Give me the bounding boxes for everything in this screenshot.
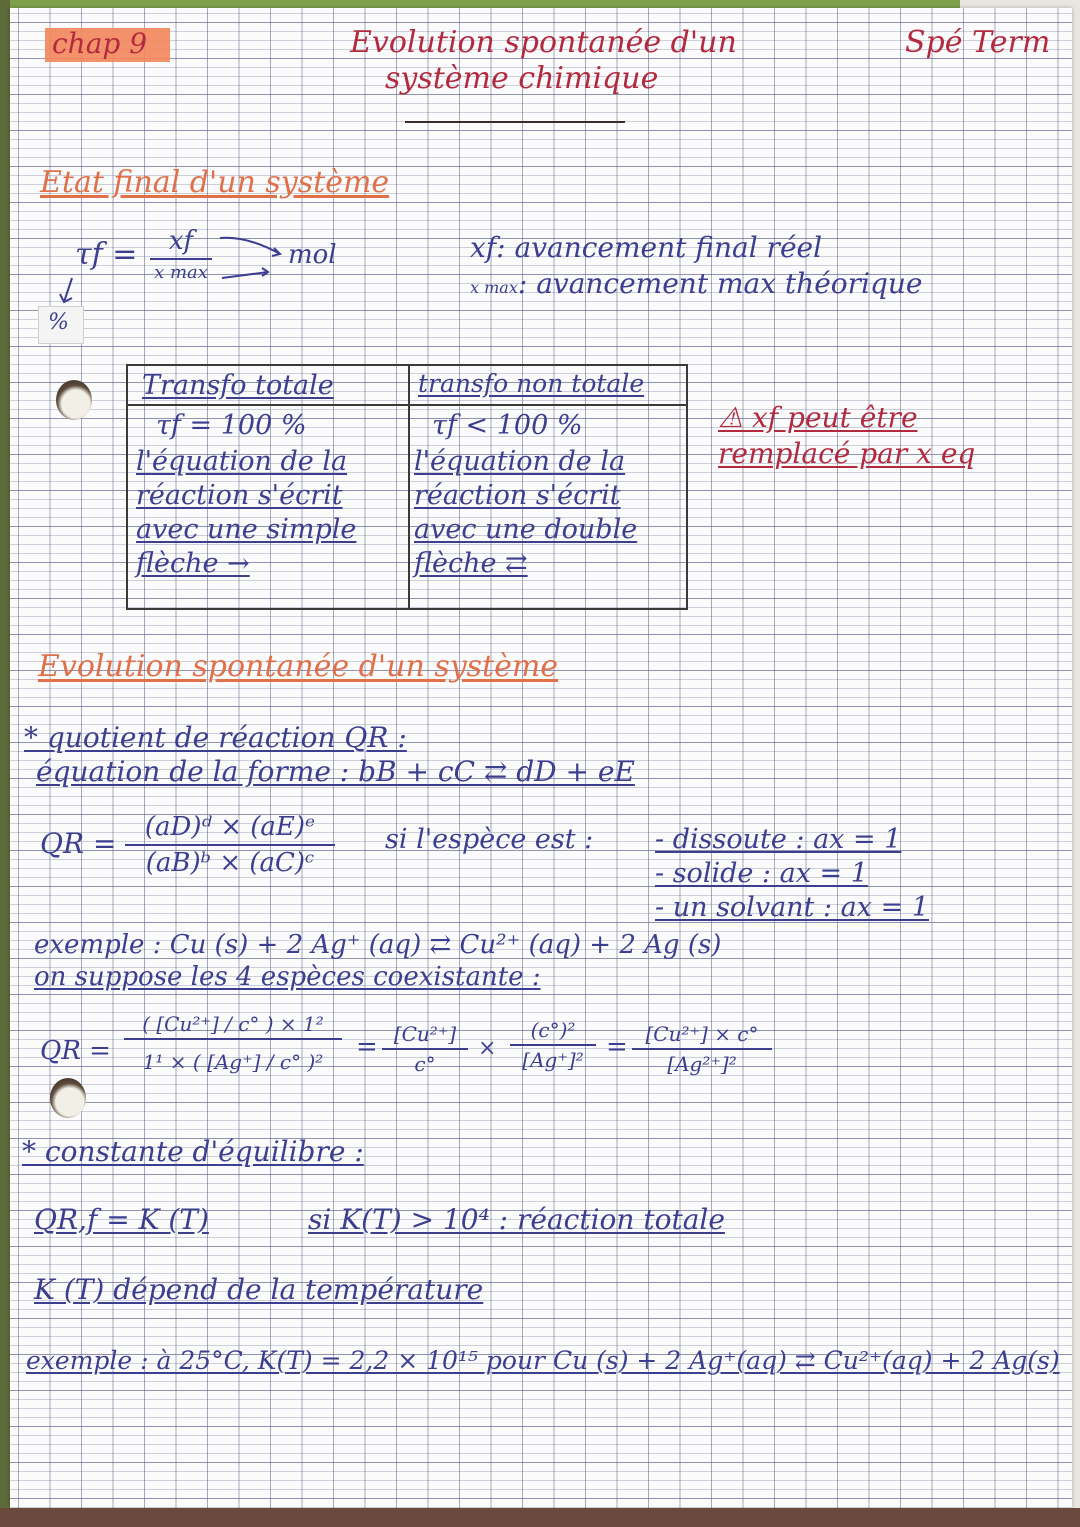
definition-sep: : [496, 231, 515, 264]
page-title-line2: système chimique [385, 61, 659, 96]
fraction1-numerator: ( [Cu²⁺] / c° ) × 1² [142, 1012, 324, 1036]
chapter-label: chap 9 [52, 27, 148, 60]
fraction-bar [124, 1038, 342, 1040]
rate-formula-lhs: τf = [75, 237, 138, 272]
equals-sign: = [356, 1032, 378, 1062]
section-heading-spontaneous-evolution: Evolution spontanée d'un système [38, 649, 559, 684]
rate-denominator: x max [154, 262, 208, 283]
down-arrow-icon [58, 276, 78, 306]
example-qr-fraction2b [510, 1018, 596, 1072]
equilibrium-example: exemple : à 25°C, K(T) = 2,2 × 10¹⁵ pour Cu (s) + 2 Ag⁺(aq) ⇄ Cu²⁺(aq) + 2 Ag(s) [26, 1346, 1060, 1375]
temperature-dependence: K (T) dépend de la température [34, 1273, 484, 1306]
example-qr-lhs: QR = [40, 1036, 111, 1066]
equilibrium-relation: QR,f = K (T) [34, 1203, 209, 1236]
table-column-divider [408, 366, 410, 608]
table-cell-total-line3: réaction s'écrit [136, 480, 343, 511]
equilibrium-condition: si K(T) > 10⁴ : réaction totale [308, 1203, 725, 1236]
table-cell-total-line4: avec une simple [136, 514, 357, 545]
fraction2b-denominator: [Ag⁺]² [522, 1048, 584, 1072]
mol-unit: mol [288, 240, 337, 270]
equilibrium-title: * constante d'équilibre : [22, 1135, 364, 1168]
fraction-bar [382, 1048, 468, 1050]
fraction-bar [125, 844, 335, 846]
fraction2a-numerator: [Cu²⁺] [393, 1022, 457, 1046]
example-assumption: on suppose les 4 espèces coexistante : [34, 962, 541, 992]
activity-solid: - solide : ax = 1 [655, 858, 868, 889]
qr-general-fraction [125, 812, 335, 878]
fraction2a-denominator: c° [414, 1052, 436, 1076]
quotient-title: * quotient de réaction QR : [24, 721, 407, 754]
section-heading-final-state: Etat final d'un système [40, 165, 390, 200]
qr-lhs: QR = [40, 827, 117, 860]
fraction-bar [632, 1048, 772, 1050]
fraction2b-numerator: (c°)² [530, 1018, 576, 1042]
definition-term: xf [470, 231, 497, 264]
definition-xf [470, 231, 823, 264]
example-qr-fraction3 [632, 1022, 772, 1076]
warning-line2: remplacé par x eq [718, 437, 976, 470]
page-bottom-edge [0, 1508, 1080, 1527]
times-sign: × [478, 1036, 497, 1061]
definition-sep: : [517, 267, 537, 300]
warning-line1: ⚠ xf peut être [718, 401, 918, 434]
table-cell-total-line2: l'équation de la [136, 446, 348, 477]
fraction-bar [510, 1044, 596, 1046]
binder-hole [56, 380, 92, 420]
notebook-binding [0, 0, 10, 1527]
fraction-bar [150, 258, 212, 260]
rate-formula-fraction [150, 226, 212, 283]
table-cell-total-line1: τf = 100 % [156, 410, 307, 441]
qr-denominator: (aB)ᵇ × (aC)ᶜ [145, 848, 315, 878]
table-cell-nontotal-line2: l'équation de la [414, 446, 626, 477]
species-condition: si l'espèce est : [385, 824, 594, 855]
page-title-line1: Evolution spontanée d'un [350, 25, 737, 60]
activity-solvent: - un solvant : ax = 1 [655, 892, 929, 923]
level-label: Spé Term [905, 25, 1051, 60]
binder-hole [50, 1078, 86, 1118]
table-header-total: Transfo totale [142, 370, 334, 401]
example-reaction: exemple : Cu (s) + 2 Ag⁺ (aq) ⇄ Cu²⁺ (aq) + 2 Ag (s) [34, 930, 722, 960]
definition-term: x max [470, 278, 518, 297]
fraction1-denominator: 1¹ × ( [Ag⁺] / c° )² [142, 1050, 324, 1074]
title-underline [405, 121, 625, 123]
definition-xmax [470, 267, 923, 300]
rate-numerator: xf [168, 226, 194, 256]
example-qr-fraction1 [124, 1012, 342, 1074]
equals-sign: = [606, 1032, 628, 1062]
definition-text: avancement final réel [514, 231, 823, 264]
table-header-non-total: transfo non totale [418, 369, 645, 398]
table-cell-nontotal-line3: réaction s'écrit [414, 480, 621, 511]
percent-unit: % [48, 310, 69, 335]
table-cell-nontotal-line1: τf < 100 % [432, 410, 583, 441]
activity-dissolved: - dissoute : ax = 1 [655, 824, 902, 855]
table-cell-nontotal-line4: avec une double [414, 514, 638, 545]
table-cell-total-line5: flèche → [136, 548, 250, 579]
example-qr-fraction2a [382, 1022, 468, 1076]
transformation-table [126, 364, 688, 610]
table-cell-nontotal-line5: flèche ⇄ [414, 548, 528, 579]
qr-numerator: (aD)ᵈ × (aE)ᵉ [144, 812, 316, 842]
table-header-rule [128, 404, 686, 406]
fraction3-denominator: [Ag²⁺]² [667, 1052, 737, 1076]
equation-form: équation de la forme : bB + cC ⇄ dD + eE [36, 755, 635, 788]
arrow-icon [218, 232, 288, 282]
definition-text: avancement max théorique [536, 267, 923, 300]
fraction3-numerator: [Cu²⁺] × c° [645, 1022, 759, 1046]
